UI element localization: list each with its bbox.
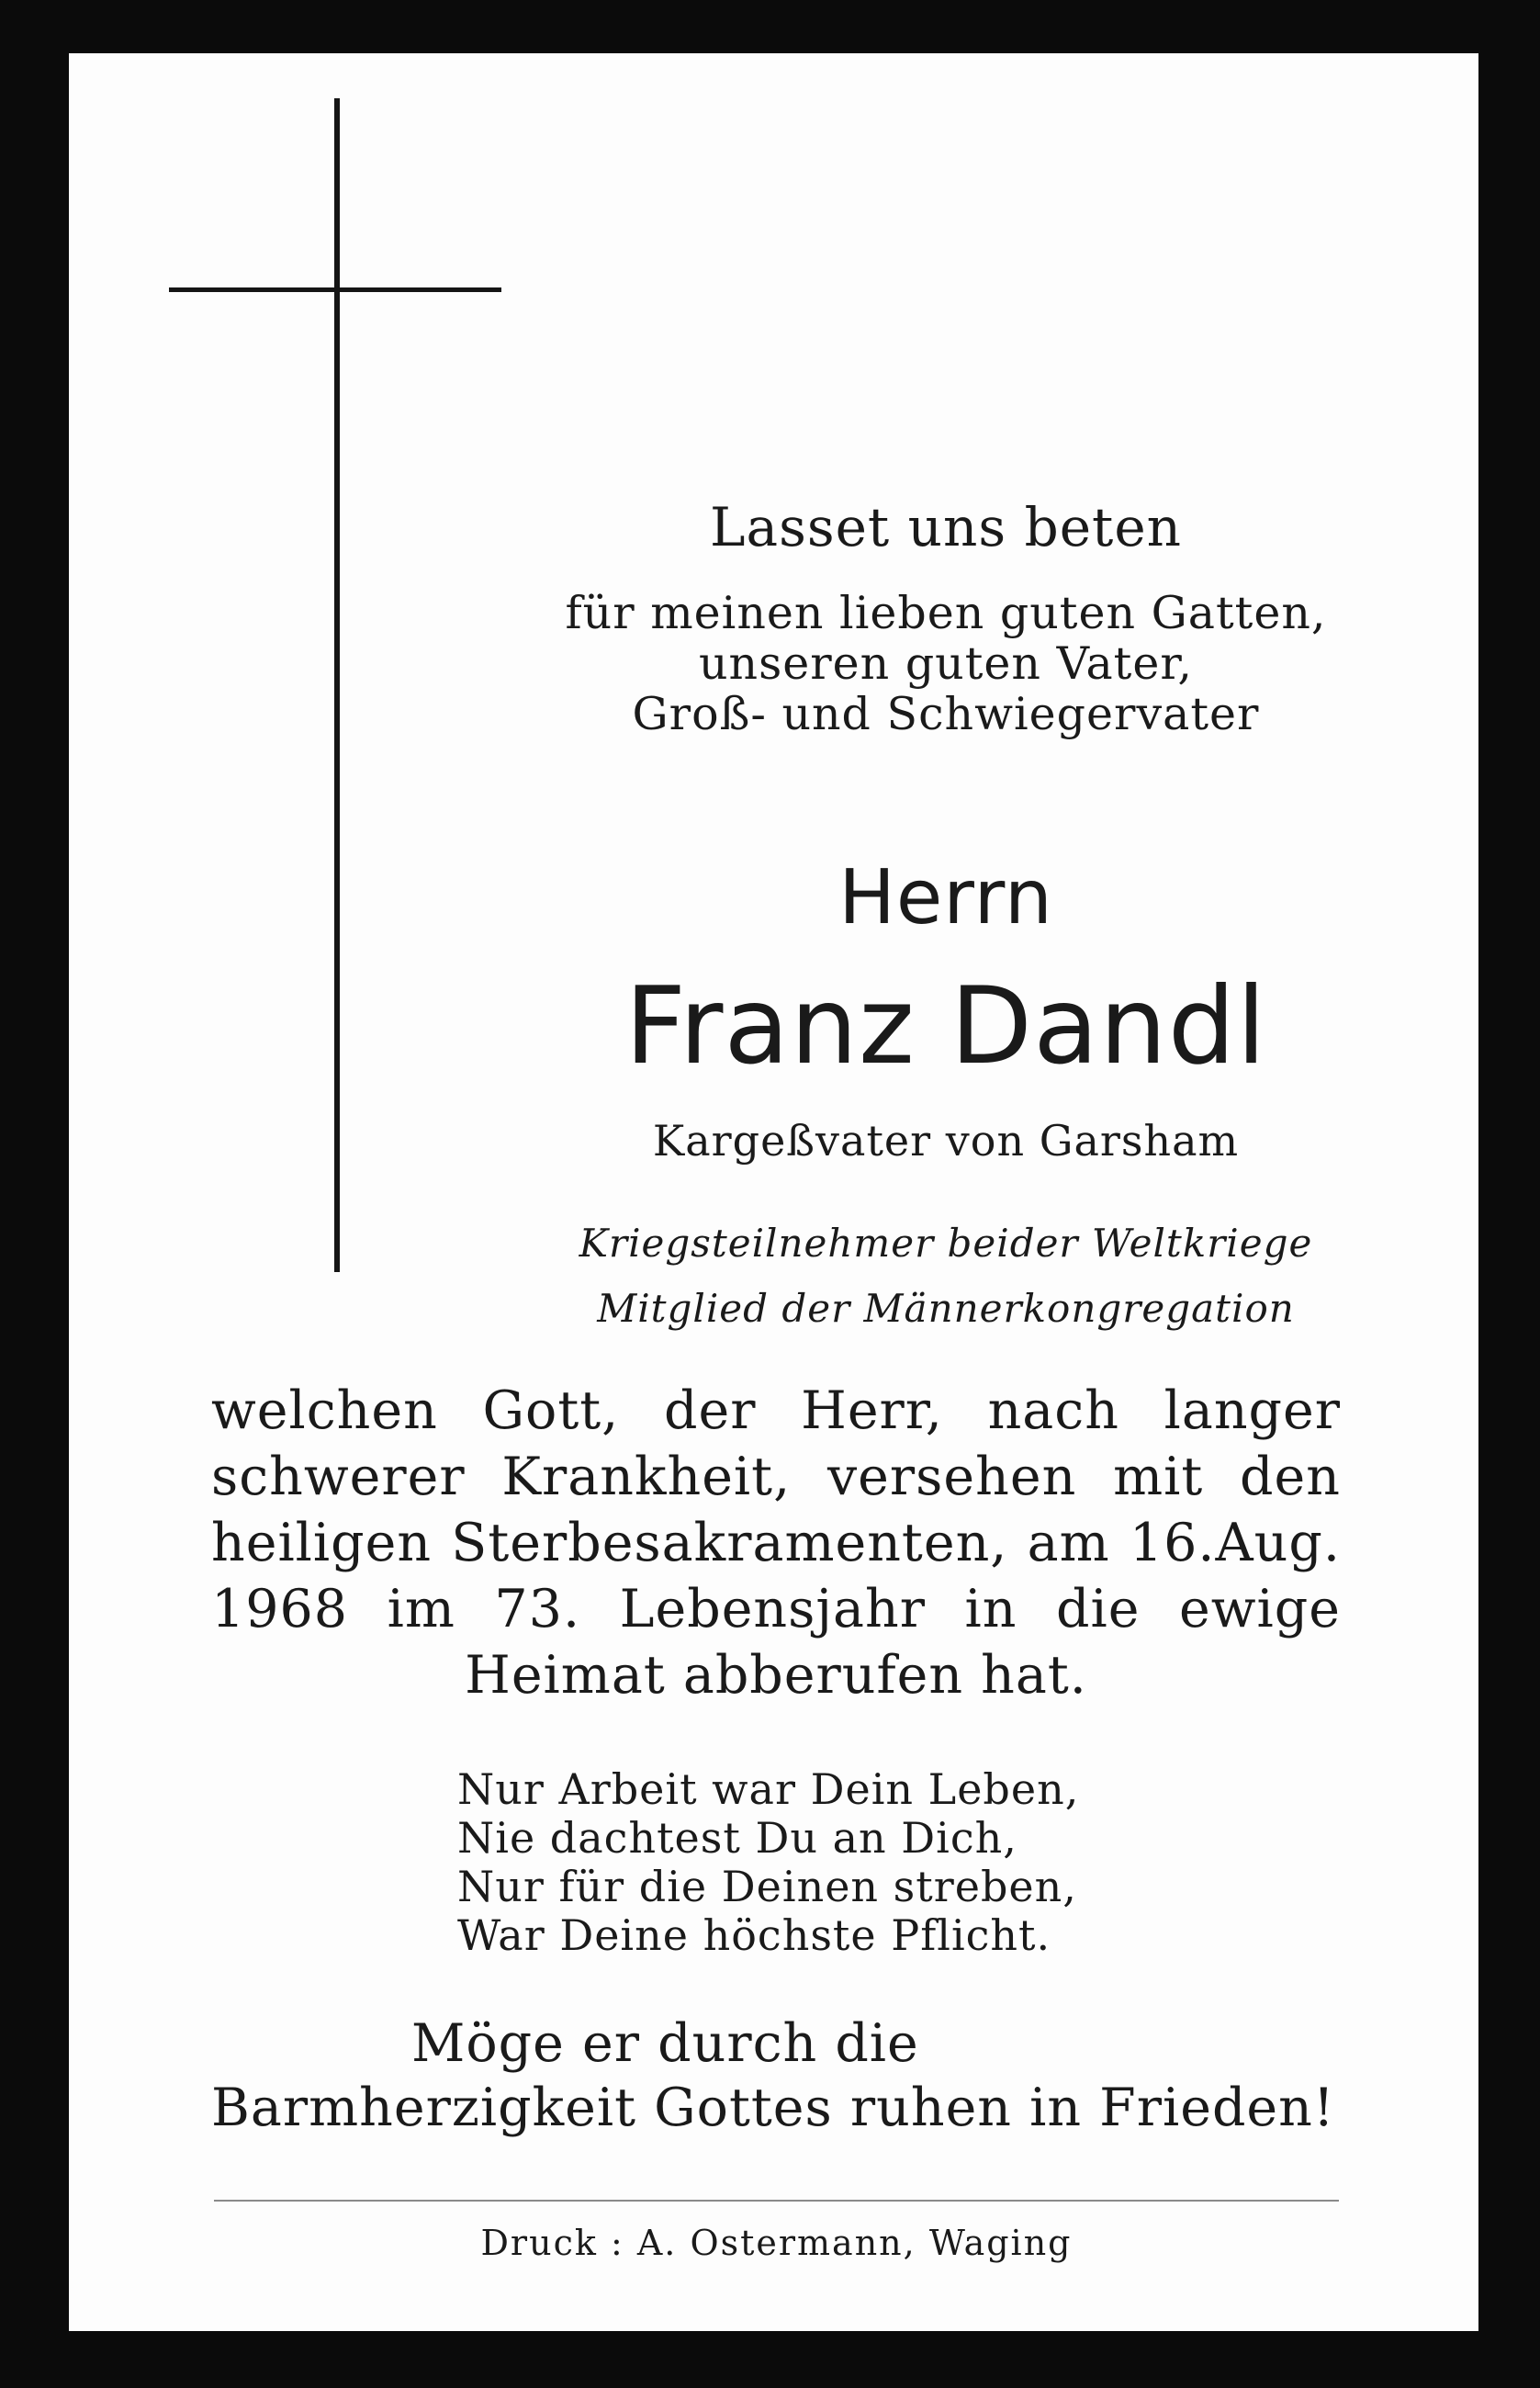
closing-blessing — [211, 2011, 1341, 2140]
prayer-line: Groß- und Schwiegervater — [632, 688, 1260, 740]
printer-credit: Druck : A. Ostermann, Waging — [480, 2223, 1073, 2263]
body-line: Heimat abberufen hat. — [465, 1645, 1087, 1706]
cross-horizontal-beam — [169, 287, 501, 292]
prayer-line: unseren guten Vater, — [699, 637, 1193, 690]
salutation: Herrn — [838, 854, 1053, 941]
closing-line: Barmherzigkeit Gottes ruhen in Frieden! — [211, 2078, 1335, 2138]
closing-line: Möge er durch die — [411, 2013, 919, 2074]
memorial-card — [69, 53, 1478, 2331]
poem-line: Nur Arbeit war Dein Leben, — [457, 1764, 1080, 1814]
poem-line: War Deine höchste Pflicht. — [457, 1910, 1051, 1960]
honor-line: Kriegsteilnehmer beider Weltkriege — [579, 1221, 1313, 1266]
occupation: Kargeßvater von Garsham — [652, 1116, 1240, 1166]
memorial-poem — [457, 1765, 1079, 1960]
body-line: welchen Gott, der Herr, nach langer — [211, 1380, 1341, 1441]
body-line: heiligen Sterbesakramenten, am 16.Aug. — [211, 1513, 1341, 1573]
honor-line: Mitglied der Männerkongregation — [597, 1286, 1295, 1331]
prayer-line: für meinen lieben guten Gatten, — [565, 587, 1327, 639]
intro-heading: Lasset uns beten — [709, 496, 1183, 558]
divider — [214, 2200, 1339, 2202]
deceased-name: Franz Dandl — [624, 964, 1267, 1088]
poem-line: Nur für die Deinen streben, — [457, 1862, 1077, 1911]
body-line: 1968 im 73. Lebensjahr in die ewige — [211, 1579, 1341, 1639]
poem-line: Nie dachtest Du an Dich, — [457, 1813, 1017, 1863]
body-line: schwerer Krankheit, versehen mit den — [211, 1447, 1341, 1507]
honors — [491, 1211, 1400, 1341]
cross-vertical-beam — [334, 98, 340, 1272]
prayer-text — [491, 588, 1400, 739]
death-notice-text — [211, 1378, 1341, 1708]
